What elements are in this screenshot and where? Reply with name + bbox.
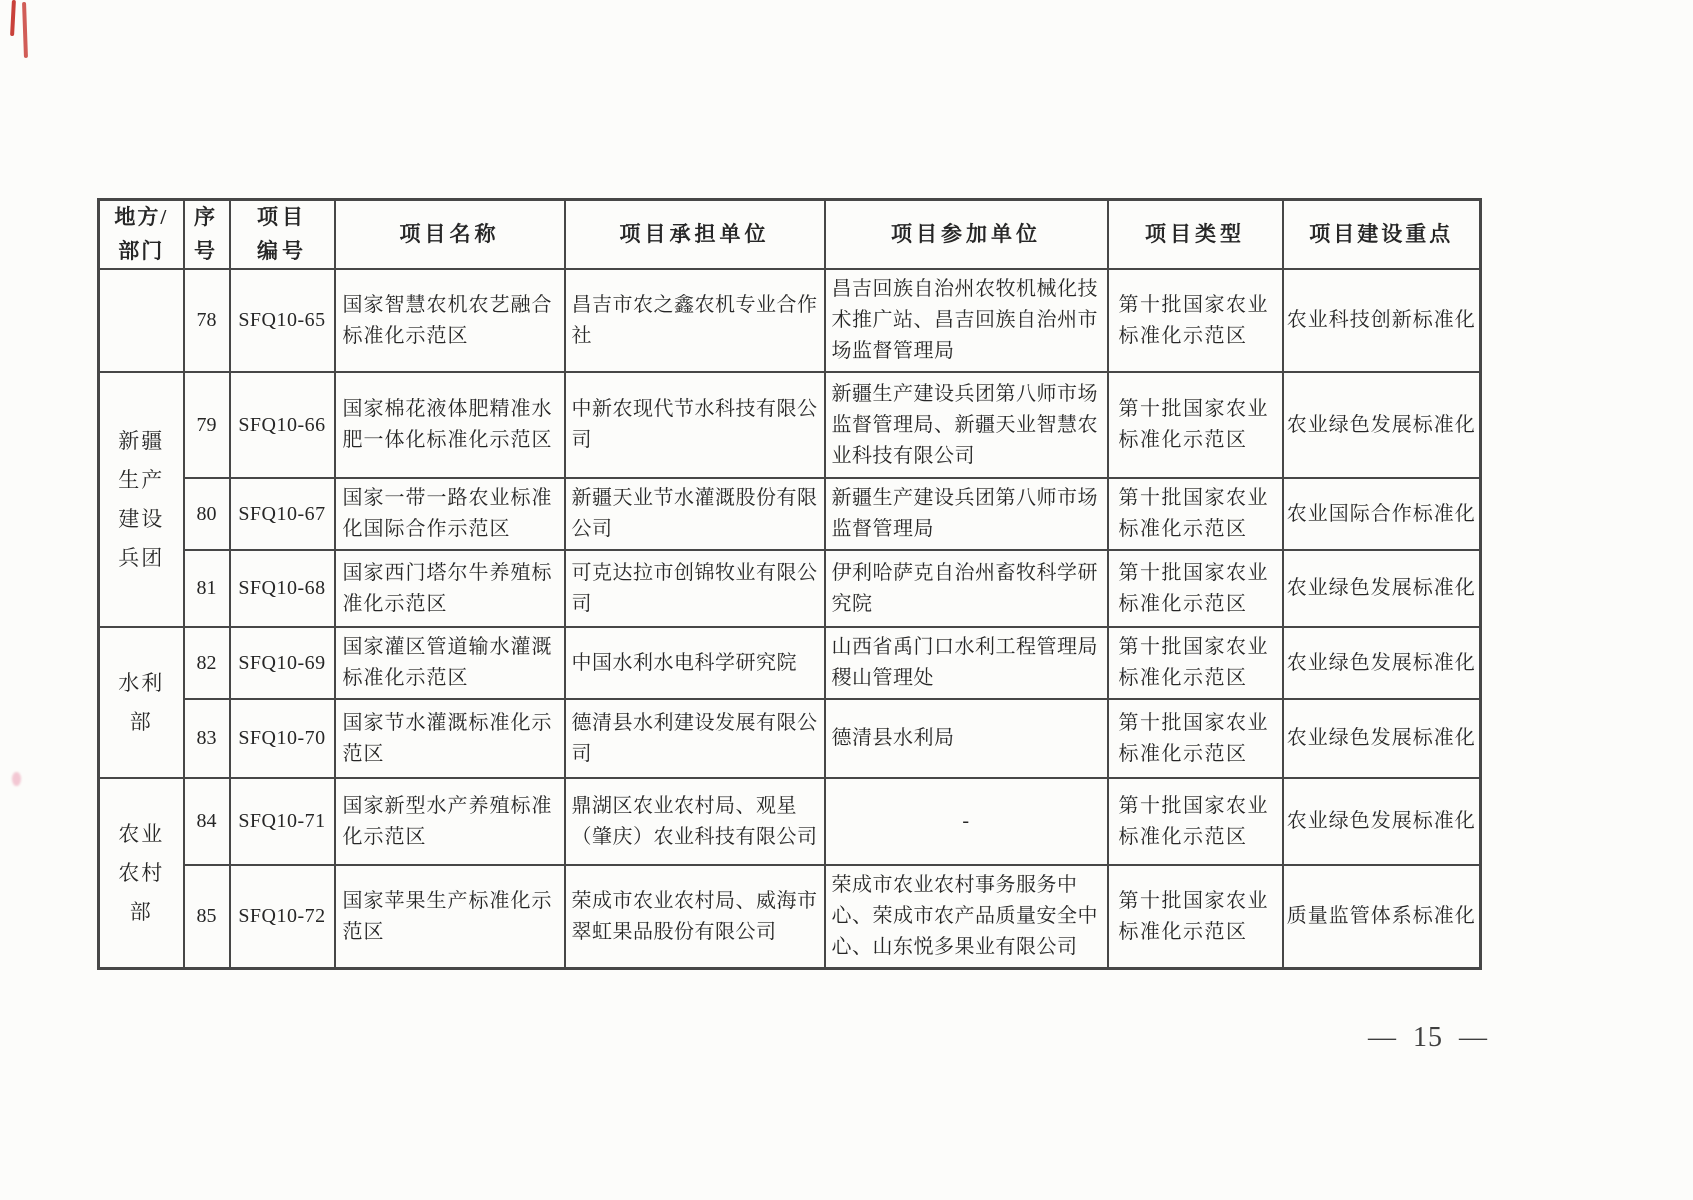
page-number [1368,1022,1488,1054]
table-row [99,550,1481,627]
serial-cell: 83 [184,699,230,778]
name-cell: 国家智慧农机农艺融合标准化示范区 [335,269,565,372]
serial-cell: 81 [184,550,230,627]
serial-cell: 85 [184,865,230,969]
col-header-serial: 序号 [184,200,230,270]
focus-cell: 农业绿色发展标准化 [1283,627,1481,699]
table-header-row [99,200,1481,270]
focus-cell: 农业国际合作标准化 [1283,478,1481,550]
page-number-dash-right: — [1459,1022,1488,1053]
type-cell: 第十批国家农业标准化示范区 [1108,372,1283,478]
focus-cell: 农业科技创新标准化 [1283,269,1481,372]
code-cell: SFQ10-70 [230,699,335,778]
code-cell: SFQ10-71 [230,778,335,865]
serial-cell: 80 [184,478,230,550]
participants-cell: 伊利哈萨克自治州畜牧科学研究院 [825,550,1108,627]
type-cell: 第十批国家农业标准化示范区 [1108,699,1283,778]
table-row [99,865,1481,969]
focus-cell: 农业绿色发展标准化 [1283,699,1481,778]
type-cell: 第十批国家农业标准化示范区 [1108,550,1283,627]
undertaker-cell: 荣成市农业农村局、威海市翠虹果品股份有限公司 [565,865,825,969]
type-cell: 第十批国家农业标准化示范区 [1108,269,1283,372]
serial-cell: 84 [184,778,230,865]
participants-cell: - [825,778,1108,865]
name-cell: 国家新型水产养殖标准化示范区 [335,778,565,865]
serial-cell: 82 [184,627,230,699]
col-header-code: 项目编号 [230,200,335,270]
name-cell: 国家棉花液体肥精准水肥一体化标准化示范区 [335,372,565,478]
red-pen-mark [22,2,28,58]
table-row [99,778,1481,865]
name-cell: 国家西门塔尔牛养殖标准化示范区 [335,550,565,627]
projects-table [97,198,1482,970]
undertaker-cell: 鼎湖区农业农村局、观星（肇庆）农业科技有限公司 [565,778,825,865]
name-cell: 国家苹果生产标准化示范区 [335,865,565,969]
table-row [99,478,1481,550]
region-cell-nongyenongcunbu: 农业农村部 [99,778,184,969]
col-header-focus: 项目建设重点 [1283,200,1481,270]
type-cell: 第十批国家农业标准化示范区 [1108,865,1283,969]
table-row [99,627,1481,699]
focus-cell: 农业绿色发展标准化 [1283,778,1481,865]
type-cell: 第十批国家农业标准化示范区 [1108,627,1283,699]
col-header-type: 项目类型 [1108,200,1283,270]
undertaker-cell: 中新农现代节水科技有限公司 [565,372,825,478]
type-cell: 第十批国家农业标准化示范区 [1108,478,1283,550]
region-cell-xinjiang-bingtuan: 新疆生产建设兵团 [99,372,184,627]
undertaker-cell: 昌吉市农之鑫农机专业合作社 [565,269,825,372]
name-cell: 国家灌区管道输水灌溉标准化示范区 [335,627,565,699]
col-header-name: 项目名称 [335,200,565,270]
table-row [99,372,1481,478]
participants-cell: 新疆生产建设兵团第八师市场监督管理局 [825,478,1108,550]
code-cell: SFQ10-69 [230,627,335,699]
participants-cell: 荣成市农业农村事务服务中心、荣成市农产品质量安全中心、山东悦多果业有限公司 [825,865,1108,969]
pink-smudge [12,772,21,786]
undertaker-cell: 中国水利水电科学研究院 [565,627,825,699]
table-row [99,699,1481,778]
region-cell-empty [99,269,184,372]
col-header-undertaker: 项目承担单位 [565,200,825,270]
focus-cell: 质量监管体系标准化 [1283,865,1481,969]
code-cell: SFQ10-65 [230,269,335,372]
undertaker-cell: 德清县水利建设发展有限公司 [565,699,825,778]
focus-cell: 农业绿色发展标准化 [1283,372,1481,478]
code-cell: SFQ10-68 [230,550,335,627]
type-cell: 第十批国家农业标准化示范区 [1108,778,1283,865]
serial-cell: 78 [184,269,230,372]
code-cell: SFQ10-66 [230,372,335,478]
col-header-participants: 项目参加单位 [825,200,1108,270]
focus-cell: 农业绿色发展标准化 [1283,550,1481,627]
code-cell: SFQ10-67 [230,478,335,550]
region-cell-shuilibu: 水利部 [99,627,184,778]
page-number-dash-left: — [1368,1022,1397,1053]
participants-cell: 山西省禹门口水利工程管理局稷山管理处 [825,627,1108,699]
code-cell: SFQ10-72 [230,865,335,969]
participants-cell: 昌吉回族自治州农牧机械化技术推广站、昌吉回族自治州市场监督管理局 [825,269,1108,372]
page-number-value: 15 [1413,1022,1443,1053]
name-cell: 国家节水灌溉标准化示范区 [335,699,565,778]
serial-cell: 79 [184,372,230,478]
table-row [99,269,1481,372]
col-header-region: 地方/部门 [99,200,184,270]
red-pen-mark [10,0,16,36]
undertaker-cell: 可克达拉市创锦牧业有限公司 [565,550,825,627]
participants-cell: 德清县水利局 [825,699,1108,778]
name-cell: 国家一带一路农业标准化国际合作示范区 [335,478,565,550]
participants-cell: 新疆生产建设兵团第八师市场监督管理局、新疆天业智慧农业科技有限公司 [825,372,1108,478]
undertaker-cell: 新疆天业节水灌溉股份有限公司 [565,478,825,550]
